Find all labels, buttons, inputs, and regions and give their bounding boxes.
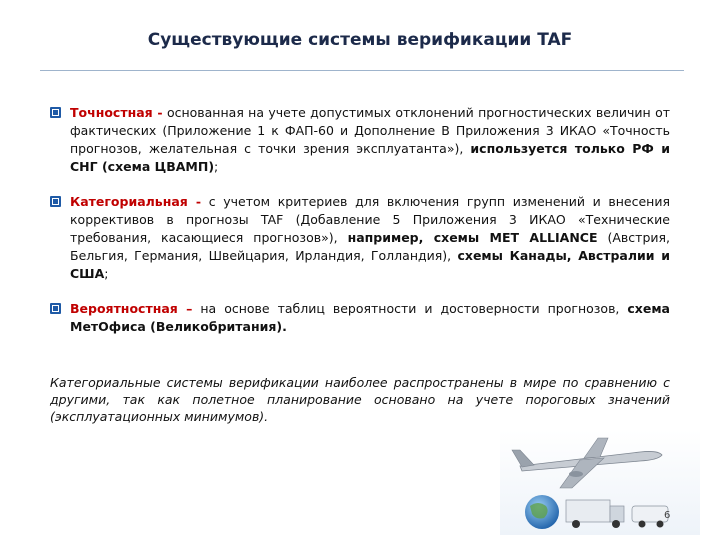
globe-icon — [525, 495, 559, 529]
bullet-categorical — [50, 193, 670, 283]
checkbox-bullet-icon — [50, 107, 61, 118]
bullet-accuracy — [50, 104, 670, 176]
bullet-bold: схемы Канады, Австралии и США — [70, 248, 671, 281]
bullet-tail: ; — [104, 266, 109, 281]
bullet-bold: схема МетОфиса (Великобритания). — [70, 301, 670, 334]
bullet-tail: ; — [214, 159, 219, 174]
bullet-term: Вероятностная – — [70, 301, 193, 316]
bullet-bold: например, схемы MET ALLIANCE — [347, 230, 598, 245]
summary-note: Категориальные системы верификации наиболее распространены в мире по сравнению с другими, так как полетное планирование основано на учете пороговых значений (эксплуатационных минимумов). — [50, 375, 670, 424]
bullet-probabilistic — [50, 300, 670, 336]
bullet-text-mid: (Австрия, Бельгия, Германия, Швейцария, Ирландия, Голландия), — [70, 230, 670, 263]
title-divider — [40, 70, 684, 71]
page-number: 6 — [664, 510, 671, 521]
bullet-term: Точностная - — [70, 105, 163, 120]
bullet-text: с учетом критериев для включения групп изменений и внесения коррективов в прогнозы TAF (Добавление 5 Приложения 3 ИКАО «Технические требования, касающиеся прогнозов»), — [70, 194, 670, 245]
bullet-list — [50, 104, 670, 353]
bullet-term: Категориальная - — [70, 194, 202, 209]
checkbox-bullet-icon — [50, 196, 61, 207]
checkbox-bullet-icon — [50, 303, 61, 314]
bullet-text: на основе таблиц вероятности и достоверности прогнозов, — [192, 301, 628, 316]
slide-title: Существующие системы верификации TAF — [147, 30, 573, 50]
bullet-bold: используется только РФ и СНГ (схема ЦВАМП) — [70, 141, 671, 174]
bullet-text: основанная на учете допустимых отклонений прогностических величин от фактических (Приложение 1 к ФАП-60 и Дополнение В Приложения 3 ИКАО «Точность прогнозов, желательная с точки зрения эксплуатанта»), — [70, 105, 670, 156]
